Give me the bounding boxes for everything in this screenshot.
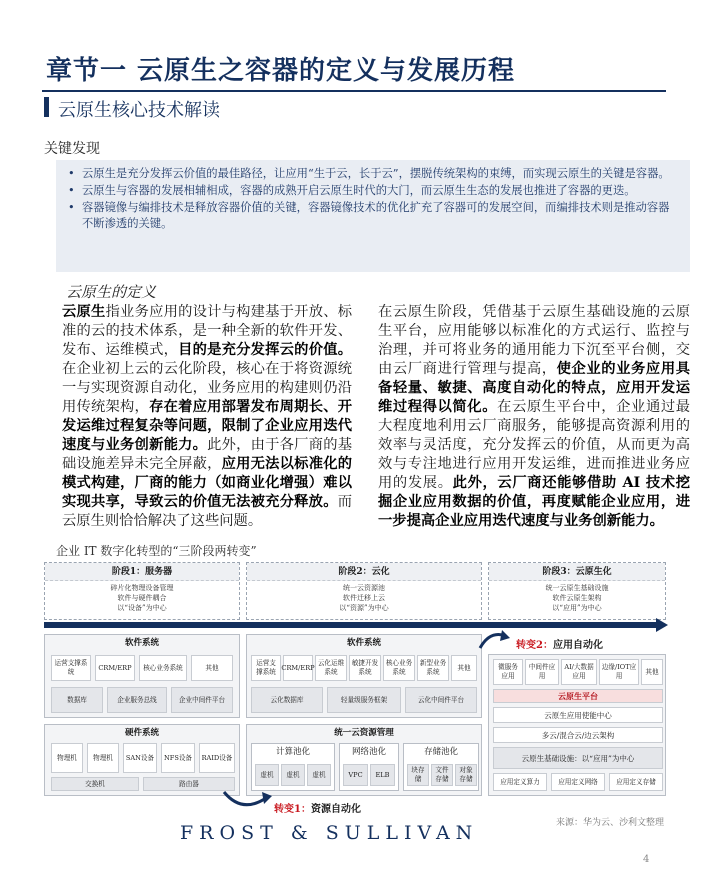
phase-1-title: 阶段1：服务器	[45, 563, 239, 581]
stage1-software-box: 其他	[191, 655, 233, 681]
stage3-app-box: 中间件应用	[525, 659, 559, 685]
section-subtitle: 云原生核心技术解读	[58, 100, 220, 121]
definition-text-run: 使企业的业务应用具备轻量、敏捷、高度自动化的特点，应用开发运维过程得以简化。	[378, 361, 691, 415]
stage1-software-title: 软件系统	[124, 638, 159, 648]
stage2-software-box: 云化数据库	[251, 687, 323, 713]
stage3-panel	[488, 654, 666, 796]
phase-2-title: 阶段2：云化	[247, 563, 481, 581]
platform-row: 云原生基础设施：以“应用”为中心	[493, 747, 663, 769]
phase-1	[44, 562, 240, 620]
stage1-software-box: 核心业务系统	[139, 655, 187, 681]
stage2-software-box: 轻量级服务框架	[327, 687, 401, 713]
stage1-hardware-box: SAN设备	[123, 743, 157, 773]
definition-text-run: 指业务应用的设计与构建基于开放、标准的云的技术体系，是一种全新的软件开发、发布、运维模式，	[62, 304, 353, 358]
stage3-app-box: 边缘/IOT应用	[599, 659, 639, 685]
phase-item: 统一云资源池	[343, 584, 385, 592]
compute-pool-title: 计算池化	[275, 747, 310, 757]
stage2-software-box: 敏捷开发系统	[349, 655, 381, 681]
timeline-arrow-icon	[656, 618, 668, 632]
app-define-box: 应用定义算力	[493, 773, 547, 791]
network-pool	[339, 743, 399, 791]
network-box: VPC	[343, 764, 368, 786]
phase-2	[246, 562, 482, 620]
definition-text-run: 而云原生则恰恰解决了这些问题。	[62, 494, 352, 529]
storage-box: 对象存储	[455, 764, 477, 786]
change-1-label	[274, 800, 361, 815]
stage3-app-box: 微服务应用	[493, 659, 523, 685]
transformation-diagram	[40, 562, 670, 815]
change-2-prefix: 转变2：	[516, 640, 553, 651]
stage1-hardware-box: 交换机	[51, 777, 139, 791]
definition-text-run: 云原生	[62, 304, 106, 320]
timeline-bar	[44, 622, 656, 628]
stage2-resource-panel	[246, 724, 482, 796]
definition-text-run: 此外，云厂商还能够借助 AI 技术挖掘企业应用数据的价值，再度赋能企业应用，进一步提高企业应用迭代速度与业务创新能力。	[378, 475, 690, 529]
stage2-resource-title: 统一云资源管理	[334, 728, 394, 738]
stage1-hardware-box: NFS设备	[161, 743, 195, 773]
change-1-prefix: 转变1：	[274, 804, 311, 815]
definition-text-run: 应用无法以标准化的模式构建，厂商的能力（如商业化增强）难以实现共享，导致云的价值无法被充分释放。	[62, 456, 353, 510]
network-pool-title: 网络池化	[351, 747, 386, 757]
finding-item: • 云原生与容器的发展相辅相成，容器的成熟开启云原生时代的大门，而云原生生态的发展也推进了容器的更迭。	[66, 183, 680, 199]
title-divider	[42, 90, 666, 92]
definition-text-run: 此外，由于各厂商的基础设施差异未完全屏蔽，	[62, 437, 353, 472]
subtitle-marker	[44, 97, 49, 117]
storage-box: 文件存储	[431, 764, 453, 786]
definition-left-column	[62, 303, 352, 531]
compute-pool	[251, 743, 335, 791]
storage-box: 块存储	[407, 764, 429, 786]
stage3-app-box: AI/大数据应用	[561, 659, 597, 685]
phase-item: 以“应用”为中心	[552, 604, 602, 612]
change-2-arrow-icon	[476, 626, 512, 652]
definition-title: 云原生的定义	[66, 283, 157, 301]
phase-3	[488, 562, 666, 620]
page-title: 章节一 云原生之容器的定义与发展历程	[46, 56, 516, 86]
stage2-software-box: 云化运维系统	[315, 655, 347, 681]
change-1-arrow-icon	[218, 788, 278, 812]
stage1-hardware-box: 物理机	[87, 743, 119, 773]
stage2-software-box: 其他	[451, 655, 477, 681]
definition-text-run: 在云原生平台中，企业通过最大程度地利用云厂商服务，能够提高资源利用的效率与灵活度，充分发挥云的价值，从而更为高效与专注地进行应用开发运维，进而推进业务应用的发展。	[378, 399, 691, 491]
phase-3-title: 阶段3：云原生化	[489, 563, 665, 581]
platform-row: 多云/混合云/边云架构	[493, 727, 663, 743]
stage2-software-panel	[246, 634, 482, 718]
definition-text-run: 在云原生阶段，凭借基于云原生基础设施的云原生平台，应用能够以标准化的方式运行、监控与治理，并可将业务的通用能力下沉至平台侧，交由云厂商进行管理与提高，	[378, 304, 690, 377]
stage1-software-box: 企业服务总线	[107, 687, 167, 713]
stage1-software-panel	[44, 634, 240, 718]
phase-item: 碎片化物理设备管理	[110, 584, 174, 592]
definition-text-run: 在企业初上云的云化阶段，核心在于将资源统一与实现资源自动化，业务应用的构建则仍沿用传统架构，	[62, 361, 352, 415]
finding-item: • 云原生是充分发挥云价值的最佳路径，让应用“生于云，长于云”，摆脱传统架构的束缚，而实现云原生的关键是容器。	[66, 166, 680, 182]
stage1-hardware-panel	[44, 724, 240, 796]
vm-box: 虚机	[307, 764, 331, 786]
stage1-hardware-box: 路由器	[143, 777, 235, 791]
stage1-software-box: 企业中间件平台	[171, 687, 233, 713]
stage1-software-box: 数据库	[51, 687, 103, 713]
stage1-software-box: 运营支撑系统	[51, 655, 91, 681]
stage2-software-box: 运营支撑系统	[251, 655, 281, 681]
brand-logo: FROST & SULLIVAN	[180, 822, 479, 844]
phase-item: 以“资源”为中心	[339, 604, 389, 612]
finding-item: • 容器镜像与编排技术是释放容器价值的关键，容器镜像技术的优化扩充了容器可的发展空间，而编排技术则是推动容器不断渗透的关键。	[66, 200, 680, 232]
stage2-software-box: 新型业务系统	[417, 655, 449, 681]
cloud-native-platform-title: 云原生平台	[493, 689, 663, 703]
phase-item: 统一云原生基础设施	[545, 584, 609, 592]
definition-text-run: 目的是充分发挥云的价值。	[178, 342, 353, 358]
stage1-software-box: CRM/ERP	[95, 655, 135, 681]
change-2-label	[516, 636, 603, 651]
storage-pool	[403, 743, 479, 791]
storage-pool-title: 存储池化	[423, 747, 458, 757]
stage2-software-box: 云化中间件平台	[405, 687, 477, 713]
phase-item: 软件迁移上云	[343, 594, 385, 602]
stage3-app-box: 其他	[641, 659, 663, 685]
stage1-hardware-box: 物理机	[51, 743, 83, 773]
network-box: ELB	[370, 764, 395, 786]
change-1-text: 资源自动化	[310, 804, 361, 815]
phase-item: 软件云原生架构	[552, 594, 602, 602]
key-findings-label: 关键发现	[44, 141, 100, 157]
phase-item: 以“设备”为中心	[117, 604, 167, 612]
app-define-box: 应用定义网络	[551, 773, 605, 791]
key-findings-box	[56, 160, 690, 272]
vm-box: 虚机	[281, 764, 305, 786]
stage2-software-title: 软件系统	[346, 638, 381, 648]
vm-box: 虚机	[255, 764, 279, 786]
stage1-hardware-title: 硬件系统	[124, 728, 159, 738]
stage2-software-box: CRM/ERP	[283, 655, 313, 681]
source-note: 来源：华为云、沙利文整理	[556, 818, 665, 828]
phase-item: 软件与硬件耦合	[117, 594, 167, 602]
definition-text-run: 存在着应用部署发布周期长、开发运维过程复杂等问题，限制了企业应用迭代速度与业务创新能力。	[62, 399, 353, 453]
definition-right-column	[378, 303, 690, 531]
platform-row: 云原生应用使能中心	[493, 707, 663, 723]
change-2-text: 应用自动化	[552, 640, 603, 651]
app-define-box: 应用定义存储	[609, 773, 663, 791]
page-number: 4	[643, 854, 650, 865]
stage2-software-box: 核心业务系统	[383, 655, 415, 681]
stage1-hardware-box: RAID设备	[199, 743, 235, 773]
diagram-title: 企业 IT 数字化转型的“三阶段两转变”	[56, 544, 257, 558]
